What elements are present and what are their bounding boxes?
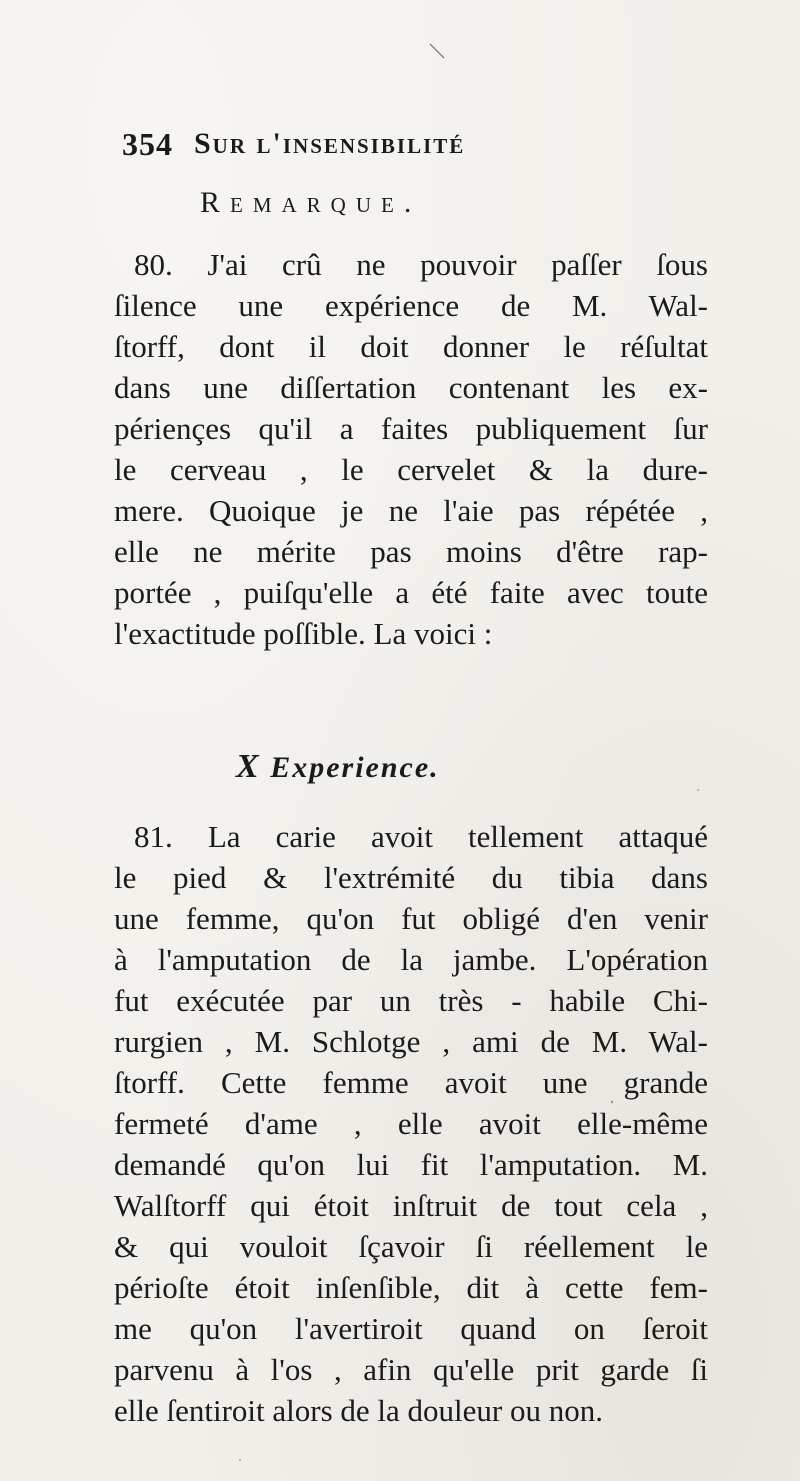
text-line: elle ne mérite pas moins d'être rap- bbox=[114, 534, 708, 569]
text-line: Walſtorff qui étoit inſtruit de tout cela , bbox=[114, 1188, 708, 1223]
running-title: Sur l'insensibilité bbox=[194, 127, 466, 160]
text-line: parvenu à l'os , afin qu'elle prit garde ſi bbox=[114, 1352, 708, 1387]
text-line: le cerveau , le cervelet & la dure- bbox=[114, 452, 708, 487]
text-line: fut exécutée par un très - habile Chi- bbox=[114, 983, 708, 1018]
text-line: 81. La carie avoit tellement attaqué bbox=[134, 819, 708, 854]
text-line: le pied & l'extrémité du tibia dans bbox=[114, 860, 708, 895]
text-line: rurgien , M. Schlotge , ami de M. Wal- bbox=[114, 1024, 708, 1059]
page-header bbox=[122, 126, 682, 166]
text-line: & qui vouloit ſçavoir ſi réellement le bbox=[114, 1229, 708, 1264]
text-line: fermeté d'ame , elle avoit elle-même bbox=[114, 1106, 708, 1141]
paper-speck bbox=[239, 1459, 241, 1461]
experience-title bbox=[236, 748, 440, 786]
text-line: à l'amputation de la jambe. L'opération bbox=[114, 942, 708, 977]
text-line: ſilence une expérience de M. Wal- bbox=[114, 288, 708, 323]
text-line: mere. Quoique je ne l'aie pas répétée , bbox=[114, 493, 708, 528]
text-line: 80. J'ai crû ne pouvoir paſſer ſous bbox=[134, 247, 708, 282]
text-line: me qu'on l'avertiroit quand on ſeroit bbox=[114, 1311, 708, 1346]
paper-mark bbox=[430, 44, 444, 58]
text-line: dans une diſſertation contenant les ex- bbox=[114, 370, 708, 405]
paper-speck bbox=[697, 789, 699, 791]
experience-label: Experience. bbox=[270, 751, 440, 784]
paragraph-80 bbox=[114, 244, 708, 654]
text-line: une femme, qu'on fut obligé d'en venir bbox=[114, 901, 708, 936]
text-line: périençes qu'il a faites publiquement ſur bbox=[114, 411, 708, 446]
text-line: portée , puiſqu'elle a été faite avec toute bbox=[114, 575, 708, 610]
text-line: l'exactitude poſſible. La voici : bbox=[114, 616, 493, 651]
text-line: demandé qu'on lui fit l'amputation. M. bbox=[114, 1147, 708, 1182]
experience-numeral: X bbox=[236, 748, 261, 785]
paragraph-81 bbox=[114, 816, 708, 1431]
text-line: ſtorff, dont il doit donner le réſultat bbox=[114, 329, 708, 364]
text-line: ſtorff. Cette femme avoit une grande bbox=[114, 1065, 708, 1100]
section-heading: Remarque. bbox=[200, 186, 422, 219]
page-number: 354 bbox=[122, 126, 173, 162]
text-line: périoſte étoit inſenſible, dit à cette fem- bbox=[114, 1270, 708, 1305]
text-line: elle ſentiroit alors de la douleur ou non. bbox=[114, 1393, 603, 1428]
